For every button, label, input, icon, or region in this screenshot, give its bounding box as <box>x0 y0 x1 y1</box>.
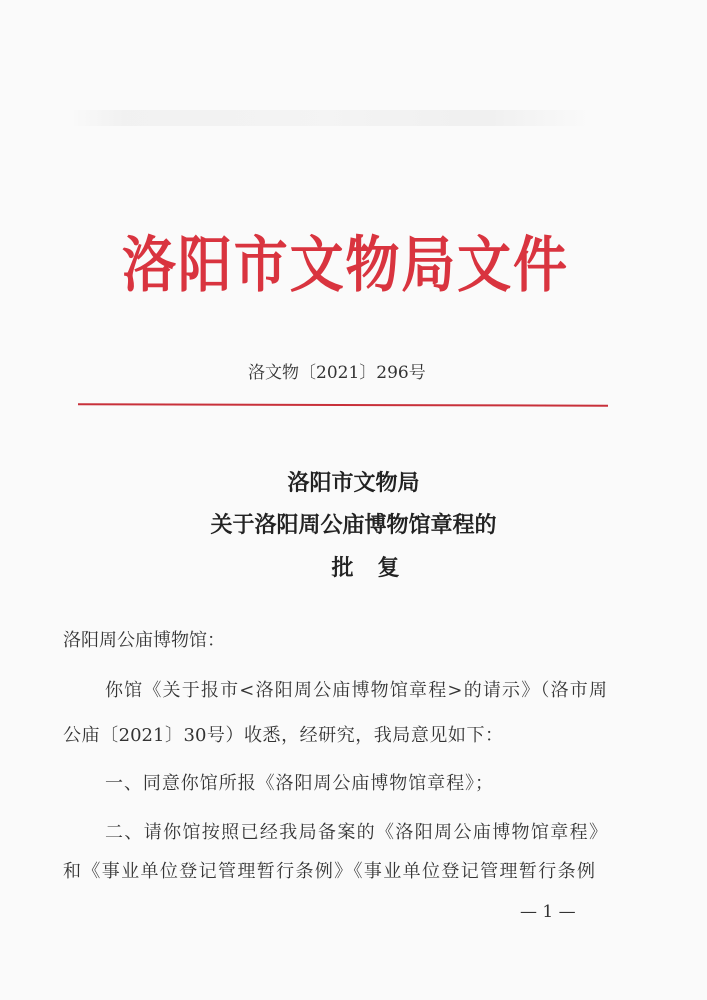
title-line-3: 批复 <box>331 555 424 581</box>
body-line: 和《事业单位登记管理暂行条例》《事业单位登记管理暂行条例 <box>63 861 595 882</box>
body-line: 二、请你馆按照已经我局备案的《洛阳周公庙博物馆章程》 <box>105 822 607 843</box>
scan-bleed-through <box>70 110 590 126</box>
title-line-1: 洛阳市文物局 <box>287 470 420 496</box>
issuer-heading: 洛阳市文物局文件 <box>122 228 568 301</box>
page-number: — 1 — <box>520 902 576 922</box>
red-divider <box>78 403 608 406</box>
title-line-2: 关于洛阳周公庙博物馆章程的 <box>210 512 497 538</box>
body-line: 一、同意你馆所报《洛阳周公庙博物馆章程》； <box>105 773 493 794</box>
body-line: 公庙〔2021〕30号）收悉，经研究，我局意见如下： <box>63 725 503 746</box>
document-number: 洛文物〔2021〕296号 <box>248 363 426 383</box>
body-line: 你馆《关于报市<洛阳周公庙博物馆章程>的请示》（洛市周 <box>105 680 607 701</box>
addressee: 洛阳周公庙博物馆： <box>63 630 225 651</box>
